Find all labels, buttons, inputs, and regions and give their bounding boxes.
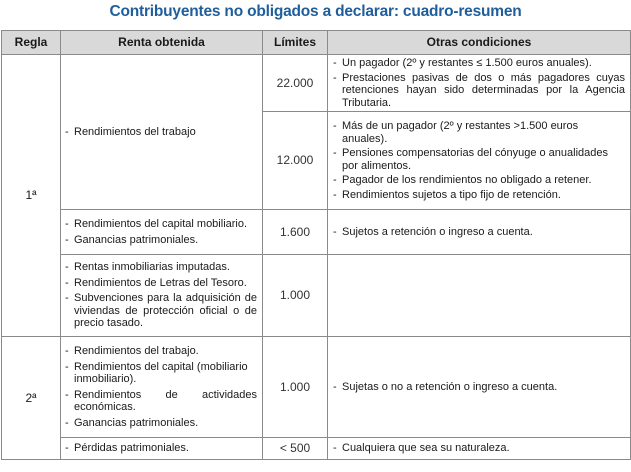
limit-cell: < 500	[263, 438, 328, 460]
dash-bullet: -	[333, 147, 337, 159]
dash-bullet: -	[65, 261, 69, 274]
list-item	[65, 277, 257, 290]
list-item	[333, 381, 625, 394]
renta-cell	[61, 438, 263, 460]
list-item	[65, 389, 257, 414]
item-text: Rendimientos de actividades económicas.	[74, 388, 257, 413]
dash-bullet: -	[65, 276, 69, 289]
conditions-cell	[328, 438, 631, 460]
list-item	[333, 174, 625, 187]
dash-bullet: -	[65, 233, 69, 246]
dash-bullet: -	[333, 71, 337, 84]
conditions-cell	[328, 55, 631, 112]
header-regla: Regla	[2, 31, 61, 55]
list-item	[333, 72, 625, 110]
item-text: Ganancias patrimoniales.	[74, 416, 199, 429]
rule-cell: 1ª	[2, 55, 61, 337]
list-item	[65, 218, 257, 231]
limit-cell: 1.600	[263, 210, 328, 255]
dash-bullet: -	[65, 360, 69, 373]
item-text: Rendimientos del trabajo	[74, 125, 196, 138]
item-text: Rentas inmobiliarias imputadas.	[74, 261, 230, 274]
dash-bullet: -	[333, 188, 337, 201]
table-row	[2, 210, 631, 255]
renta-cell	[61, 255, 263, 337]
list-item	[65, 361, 257, 386]
list-item	[333, 147, 625, 172]
item-text: Rendimientos del trabajo.	[74, 345, 199, 357]
dash-bullet: -	[333, 380, 337, 393]
header-limites: Límites	[263, 31, 328, 55]
limit-cell: 1.000	[263, 337, 328, 438]
item-text: Rendimientos del capital (mobiliario inmobiliario).	[74, 360, 248, 385]
table-row	[2, 438, 631, 460]
item-text: Sujetos a retención o ingreso a cuenta.	[342, 225, 533, 238]
list-item	[65, 442, 257, 455]
item-text: Subvenciones para la adquisición de viviendas de protección oficial o de precio tasado.	[74, 292, 257, 330]
dash-bullet: -	[65, 218, 69, 230]
item-text: Pérdidas patrimoniales.	[74, 442, 189, 455]
list-item	[65, 234, 257, 247]
list-item	[65, 292, 257, 330]
limit-cell: 22.000	[263, 55, 328, 112]
renta-cell	[61, 55, 263, 210]
list-item	[333, 226, 625, 239]
item-text: Rendimientos del capital mobiliario.	[74, 218, 248, 230]
conditions-cell	[328, 210, 631, 255]
table-row	[2, 337, 631, 438]
renta-cell	[61, 210, 263, 255]
list-item	[333, 57, 625, 70]
item-text: Más de un pagador (2º y restantes >1.500 euros anuales).	[342, 120, 579, 145]
dash-bullet: -	[333, 442, 337, 455]
conditions-cell	[328, 337, 631, 438]
dash-bullet: -	[333, 225, 337, 238]
conditions-cell	[328, 112, 631, 210]
page-title: Contribuyentes no obligados a declarar: cuadro-resumen	[109, 3, 522, 20]
dash-bullet: -	[65, 292, 69, 305]
dash-bullet: -	[333, 174, 337, 186]
list-item	[65, 261, 257, 274]
dash-bullet: -	[65, 388, 69, 401]
dash-bullet: -	[333, 120, 337, 132]
limit-cell: 1.000	[263, 255, 328, 337]
header-renta: Renta obtenida	[61, 31, 263, 55]
renta-cell	[61, 337, 263, 438]
list-item	[333, 442, 625, 455]
item-text: Pensiones compensatorias del cónyuge o anualidades por alimentos.	[342, 147, 609, 172]
list-item	[65, 345, 257, 358]
summary-table	[1, 30, 631, 460]
item-text: Prestaciones pasivas de dos o más pagadores cuyas retenciones hayan sido determinadas por la Agencia Tributaria.	[342, 71, 625, 109]
dash-bullet: -	[65, 345, 69, 357]
header-otras: Otras condiciones	[328, 31, 631, 55]
list-item	[65, 126, 257, 139]
table-header-row	[2, 31, 631, 55]
list-item	[333, 189, 625, 202]
limit-cell: 12.000	[263, 112, 328, 210]
list-item	[333, 120, 625, 145]
item-text: Pagador de los rendimientos no obligado a retener.	[342, 174, 592, 186]
dash-bullet: -	[65, 442, 69, 455]
dash-bullet: -	[65, 416, 69, 429]
item-text: Un pagador (2º y restantes ≤ 1.500 euros anuales).	[342, 57, 592, 69]
item-text: Sujetas o no a retención o ingreso a cuenta.	[342, 380, 558, 393]
list-item	[65, 417, 257, 430]
table-row	[2, 255, 631, 337]
item-text: Cualquiera que sea su naturaleza.	[342, 442, 510, 455]
item-text: Rendimientos de Letras del Tesoro.	[74, 276, 247, 289]
item-text: Ganancias patrimoniales.	[74, 233, 199, 246]
dash-bullet: -	[65, 125, 69, 138]
table-row	[2, 55, 631, 112]
rule-cell: 2ª	[2, 337, 61, 460]
dash-bullet: -	[333, 57, 337, 69]
conditions-cell	[328, 255, 631, 337]
item-text: Rendimientos sujetos a tipo fijo de retención.	[342, 188, 561, 201]
